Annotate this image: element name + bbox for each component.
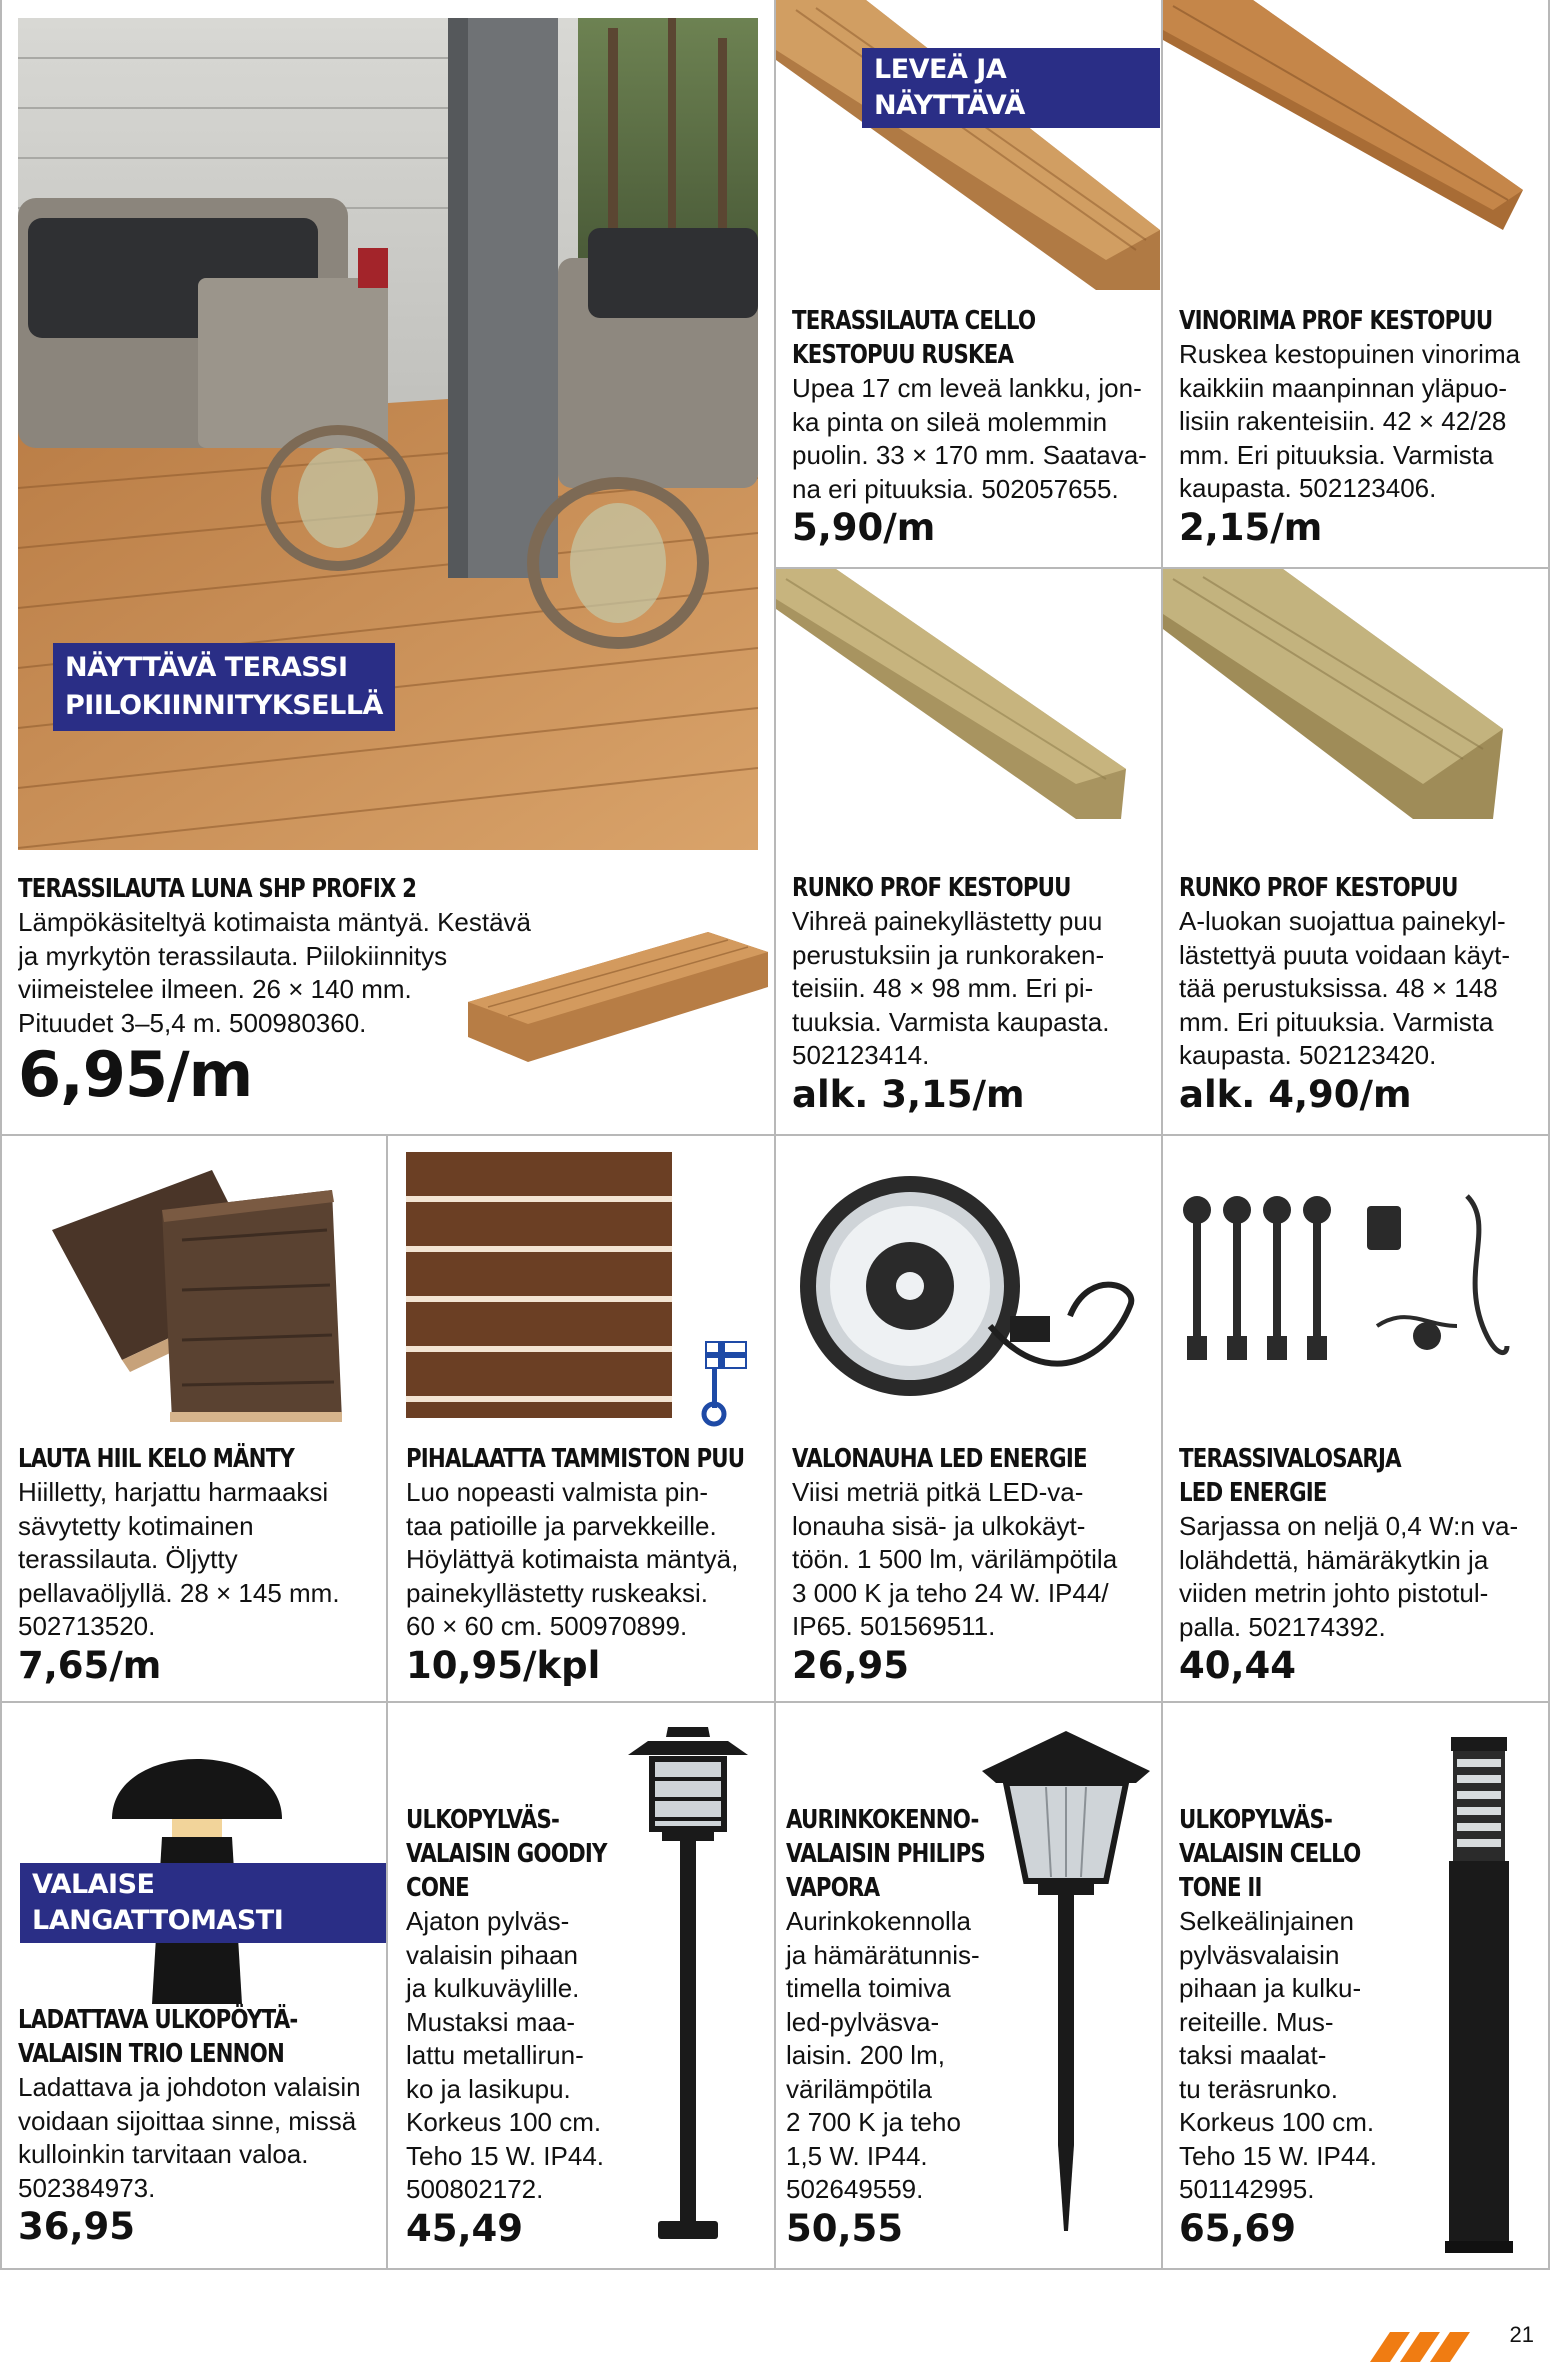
product-price: alk. 3,15/m	[792, 1072, 1025, 1116]
product-title: PIHALAATTA TAMMISTON PUU	[406, 1444, 745, 1474]
page-number: 21	[1509, 2322, 1534, 2347]
product-price: alk. 4,90/m	[1179, 1072, 1412, 1116]
grid-line	[0, 2268, 1550, 2270]
product-price: 45,49	[406, 2206, 524, 2250]
led-strip-reel-image	[790, 1176, 1150, 1416]
product-description: Selkeälinjainen pylväsvalaisin pihaan ja kulku- reiteille. Mus- taksi maalat- tu teräsrunko. Korkeus 100 cm. Teho 15 W. IP44. 501142995.	[1179, 1906, 1378, 2204]
hero-badge-line1: NÄYTTÄVÄ TERASSI	[65, 652, 348, 683]
product-description: Sarjassa on neljä 0,4 W:n va- lolähdettä, hämäräkytkin ja viiden metrin johto pistotul- palla. 502174392.	[1179, 1511, 1519, 1642]
product-title: VALONAUHA LED ENERGIE	[792, 1444, 1087, 1474]
product-price: 2,15/m	[1179, 505, 1323, 549]
green-lumber-image	[776, 569, 1160, 819]
product-title: RUNKO PROF KESTOPUU	[792, 873, 1071, 903]
product-price: 36,95	[18, 2205, 136, 2248]
product-price: 5,90/m	[792, 506, 936, 549]
product-price: 6,95/m	[18, 1038, 253, 1111]
product-description: Ajaton pylväs- valaisin pihaan ja kulkuväylille. Mustaksi maa- lattu metallirun- ko ja lasikupu. Korkeus 100 cm. Teho 15 W. IP44. 500802172.	[406, 1906, 605, 2204]
product-card-luna[interactable]	[18, 872, 768, 1132]
deck-light-set-image	[1177, 1186, 1537, 1416]
product-price: 7,65/m	[18, 1643, 162, 1687]
product-title: AURINKOKENNO- VALAISIN PHILIPS VAPORA	[786, 1805, 985, 1903]
product-card-hiil[interactable]	[2, 1136, 386, 1700]
product-title: TERASSIVALOSARJA LED ENERGIE	[1179, 1444, 1401, 1508]
product-description: Aurinkokennolla ja hämärätunnis- timella toimiva led-pylväsva- laisin. 200 lm, värilämpötila 2 700 K ja teho 1,5 W. IP44. 502649559.	[786, 1906, 980, 2204]
product-price: 10,95/kpl	[406, 1643, 601, 1687]
product-badge: LEVEÄ JA NÄYTTÄVÄ	[862, 48, 1160, 128]
hero-terrace-photo	[18, 18, 758, 850]
product-description: Ruskea kestopuinen vinorima kaikkiin maanpinnan yläpuo- lisiin rakenteisiin. 42 × 42/28 mm. Eri pituuksia. Varmista kaupasta. 502123406.	[1179, 339, 1521, 503]
product-description: Viisi metriä pitkä LED-va- lonauha sisä- ja ulkokäyt- töön. 1 500 lm, värilämpötila 3 000 K ja teho 24 W. IP44/ IP65. 501569511.	[792, 1477, 1118, 1641]
product-card-valonauha[interactable]	[776, 1136, 1160, 1700]
brand-stripes-logo	[1370, 2332, 1490, 2362]
product-title: RUNKO PROF KESTOPUU	[1179, 873, 1458, 903]
hero-badge	[53, 643, 395, 731]
product-card-lennon[interactable]	[2, 1703, 386, 2267]
bollard-lamp-tone-image	[1429, 1737, 1529, 2257]
hero-badge-line2: PIILOKIINNITYKSELLÄ	[65, 690, 383, 721]
wood-tile-image	[406, 1152, 766, 1428]
bollard-lamp-goodiy-image	[618, 1715, 758, 2255]
product-description: A-luokan suojattua painekyl- lästettyä puuta voidaan käyt- tää perustuksissa. 48 × 148 mm. Eri pituuksia. Varmista kaupasta. 502123420.	[1179, 906, 1510, 1070]
product-price: 26,95	[792, 1643, 910, 1687]
product-card-cello-ruskea[interactable]	[776, 0, 1160, 566]
product-title: VINORIMA PROF KESTOPUU	[1179, 306, 1493, 336]
product-card-goodiy[interactable]	[388, 1703, 773, 2267]
product-description: Hiilletty, harjattu harmaaksi sävytetty kotimainen terassilauta. Öljytty pellavaöljyllä. 28 × 145 mm. 502713520.	[18, 1477, 340, 1641]
product-card-tone[interactable]	[1163, 1703, 1548, 2267]
brown-strip-image	[1163, 0, 1548, 240]
product-description: Lämpökäsiteltyä kotimaista mäntyä. Kestävä ja myrkytön terassilauta. Piilokiinnitys viimeistelee ilmeen. 26 × 140 mm. Pituudet 3–5,4 m. 500980360.	[18, 907, 532, 1038]
product-title: ULKOPYLVÄS- VALAISIN GOODIY CONE	[406, 1805, 607, 1903]
decking-board-image	[468, 932, 768, 1062]
product-badge: VALAISE LANGATTOMASTI	[20, 1863, 386, 1943]
product-price: 65,69	[1179, 2206, 1297, 2250]
product-price: 50,55	[786, 2206, 904, 2250]
product-card-runko-a[interactable]	[1163, 569, 1548, 1133]
product-title: LADATTAVA ULKOPÖYTÄ- VALAISIN TRIO LENNON	[18, 2005, 298, 2069]
product-card-terassivalo[interactable]	[1163, 1136, 1548, 1700]
finnish-key-flag-icon	[704, 1342, 746, 1424]
product-card-pihalaatta[interactable]	[388, 1136, 773, 1700]
product-price: 40,44	[1179, 1644, 1297, 1687]
product-title: ULKOPYLVÄS- VALAISIN CELLO TONE II	[1179, 1805, 1361, 1903]
green-beam-image	[1163, 569, 1548, 829]
product-description: Ladattava ja johdoton valaisin voidaan sijoittaa sinne, missä kulloinkin tarvitaan valoa. 502384973.	[18, 2072, 361, 2203]
product-card-runko-vihrea[interactable]	[776, 569, 1160, 1133]
product-title: TERASSILAUTA LUNA SHP PROFIX 2	[18, 874, 417, 904]
product-description: Vihreä painekyllästetty puu perustuksiin ja runkoraken- teisiin. 48 × 98 mm. Eri pi- tuuksia. Varmista kaupasta. 502123414.	[792, 906, 1110, 1070]
product-card-philips[interactable]	[776, 1703, 1160, 2267]
charred-boards-image	[42, 1150, 352, 1430]
product-title: TERASSILAUTA CELLO KESTOPUU RUSKEA	[792, 306, 1036, 370]
brown-plank-image	[776, 0, 1160, 290]
product-title: LAUTA HIIL KELO MÄNTY	[18, 1444, 295, 1474]
product-description: Luo nopeasti valmista pin- taa patioille ja parvekkeille. Höylättyä kotimaista mäntyä, painekyllästetty ruskeaksi. 60 × 60 cm. 500970899.	[406, 1477, 739, 1641]
product-card-vinorima[interactable]	[1163, 0, 1548, 566]
product-description: Upea 17 cm leveä lankku, jon- ka pinta on sileä molemmin puolin. 33 × 170 mm. Saatava- na eri pituuksia. 502057655.	[792, 373, 1147, 504]
